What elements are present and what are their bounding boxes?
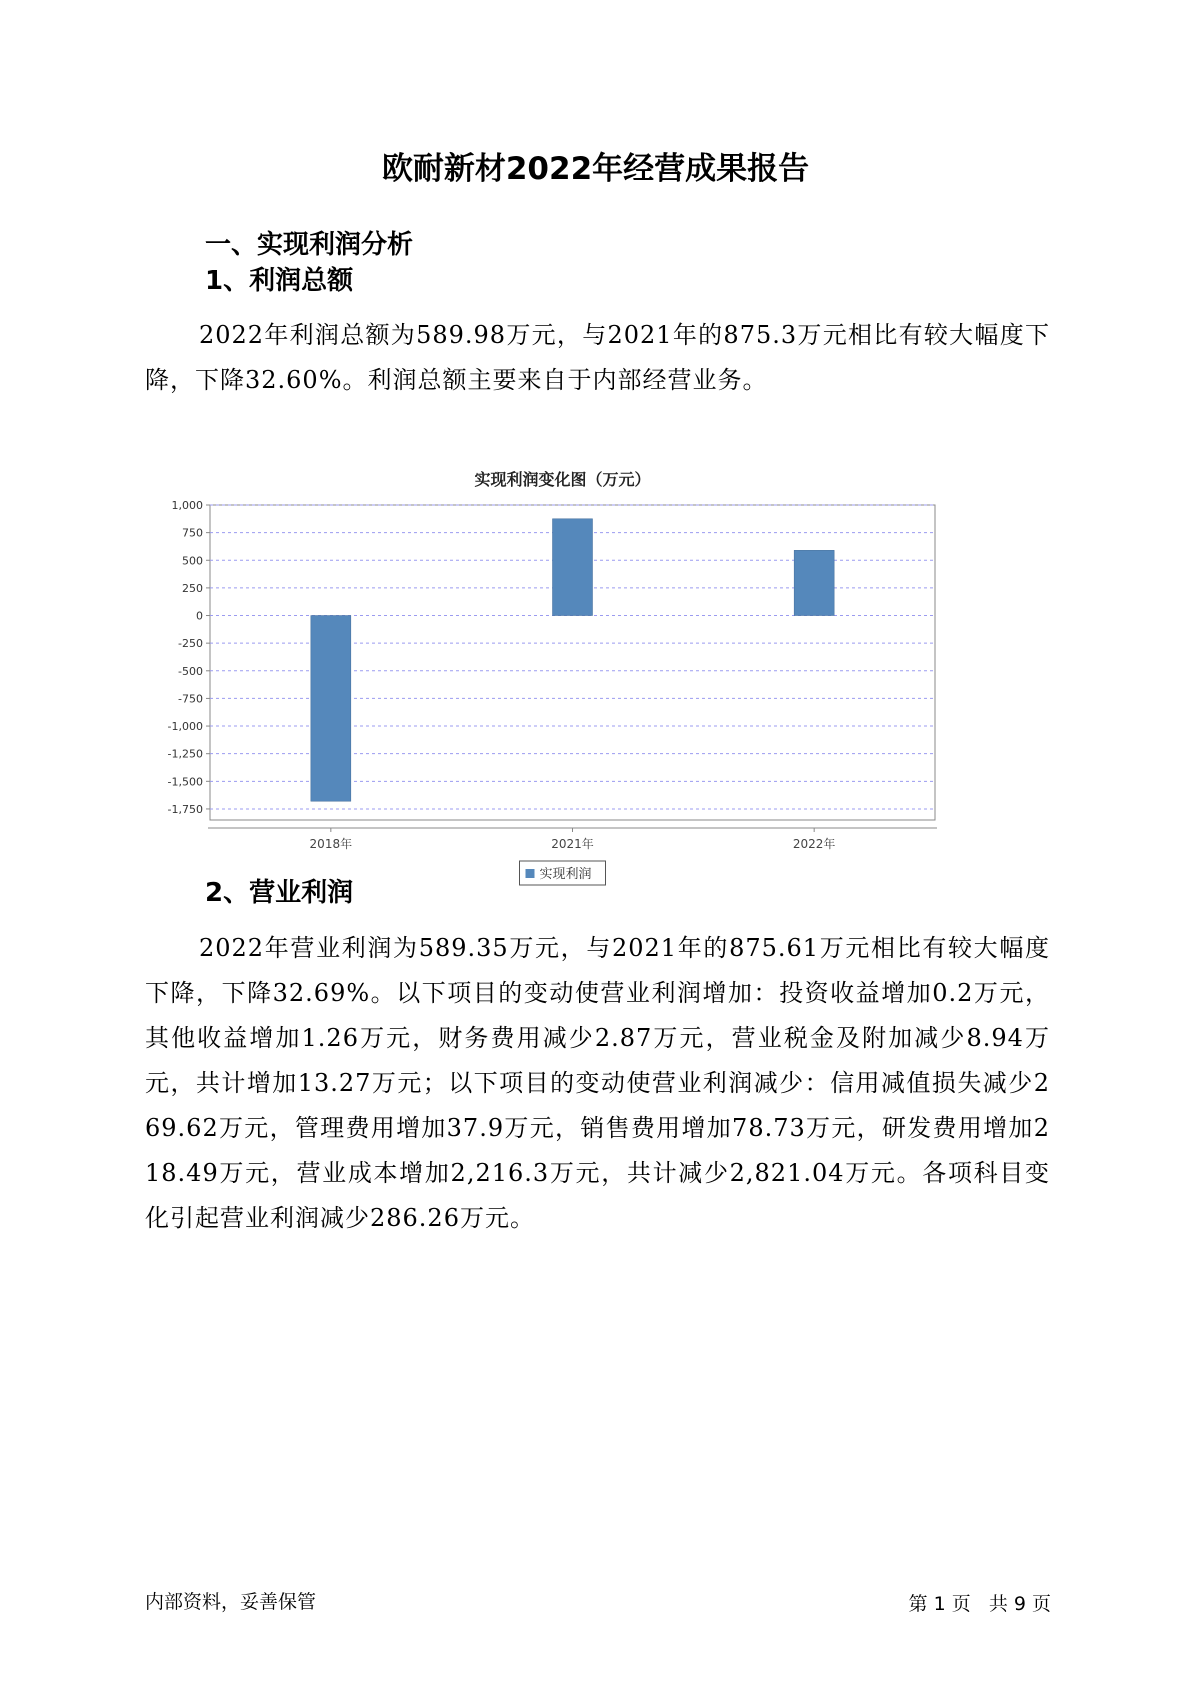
y-tick-label: -500 — [178, 664, 203, 678]
footer-page-number: 第 1 页 共 9 页 — [908, 1593, 1051, 1615]
paragraph-operating-profit: 2022年营业利润为589.35万元，与2021年的875.61万元相比有较大幅度下降，下降32.69%。以下项目的变动使营业利润增加：投资收益增加0.2万元，其他收益增加1.26万元，财务费用减少2.87万元，营业税金及附加减少8.94万元，共计增加13.27万元；以下项目的变动使营业利润减少：信用减值损失减少269.62万元，管理费用增加37.9万元，销售费用增加78.73万元，研发费用增加218.49万元，营业成本增加2,216.3万元，共计减少2,821.04万元。各项科目变化引起营业利润减少286.26万元。 — [145, 934, 1050, 1232]
y-tick-label: 0 — [196, 609, 203, 623]
y-tick-label: -1,750 — [167, 802, 203, 816]
profit-bar-chart — [160, 455, 1030, 905]
y-tick-label: 750 — [182, 526, 203, 540]
legend-label: 实现利润 — [539, 867, 592, 882]
document-title: 欧耐新材2022年经营成果报告 — [381, 151, 810, 187]
footer-confidential-note: 内部资料，妥善保管 — [145, 1591, 317, 1613]
legend-swatch — [526, 869, 535, 878]
bar-2021年 — [553, 519, 593, 616]
y-tick-label: -1,250 — [167, 747, 203, 761]
x-tick-label: 2018年 — [309, 837, 353, 851]
y-tick-label: -1,500 — [167, 775, 203, 789]
x-tick-label: 2021年 — [551, 837, 594, 851]
x-tick-label: 2022年 — [792, 837, 836, 851]
y-tick-label: -1,000 — [167, 720, 203, 734]
y-tick-label: -750 — [178, 692, 203, 706]
section-heading-profit-analysis: 一、实现利润分析 — [205, 230, 414, 260]
chart-title: 实现利润变化图（万元） — [474, 470, 651, 489]
subheading-total-profit: 1、利润总额 — [205, 266, 354, 296]
y-tick-label: 250 — [182, 581, 203, 595]
y-tick-label: 500 — [182, 554, 203, 568]
bar-2018年 — [311, 616, 351, 802]
y-tick-label: -250 — [178, 637, 203, 651]
subheading-operating-profit: 2、营业利润 — [205, 878, 354, 908]
paragraph-total-profit: 2022年利润总额为589.98万元，与2021年的875.3万元相比有较大幅度下降，下降32.60%。利润总额主要来自于内部经营业务。 — [145, 321, 1050, 394]
bar-2022年 — [794, 550, 834, 615]
y-tick-label: 1,000 — [171, 499, 203, 512]
